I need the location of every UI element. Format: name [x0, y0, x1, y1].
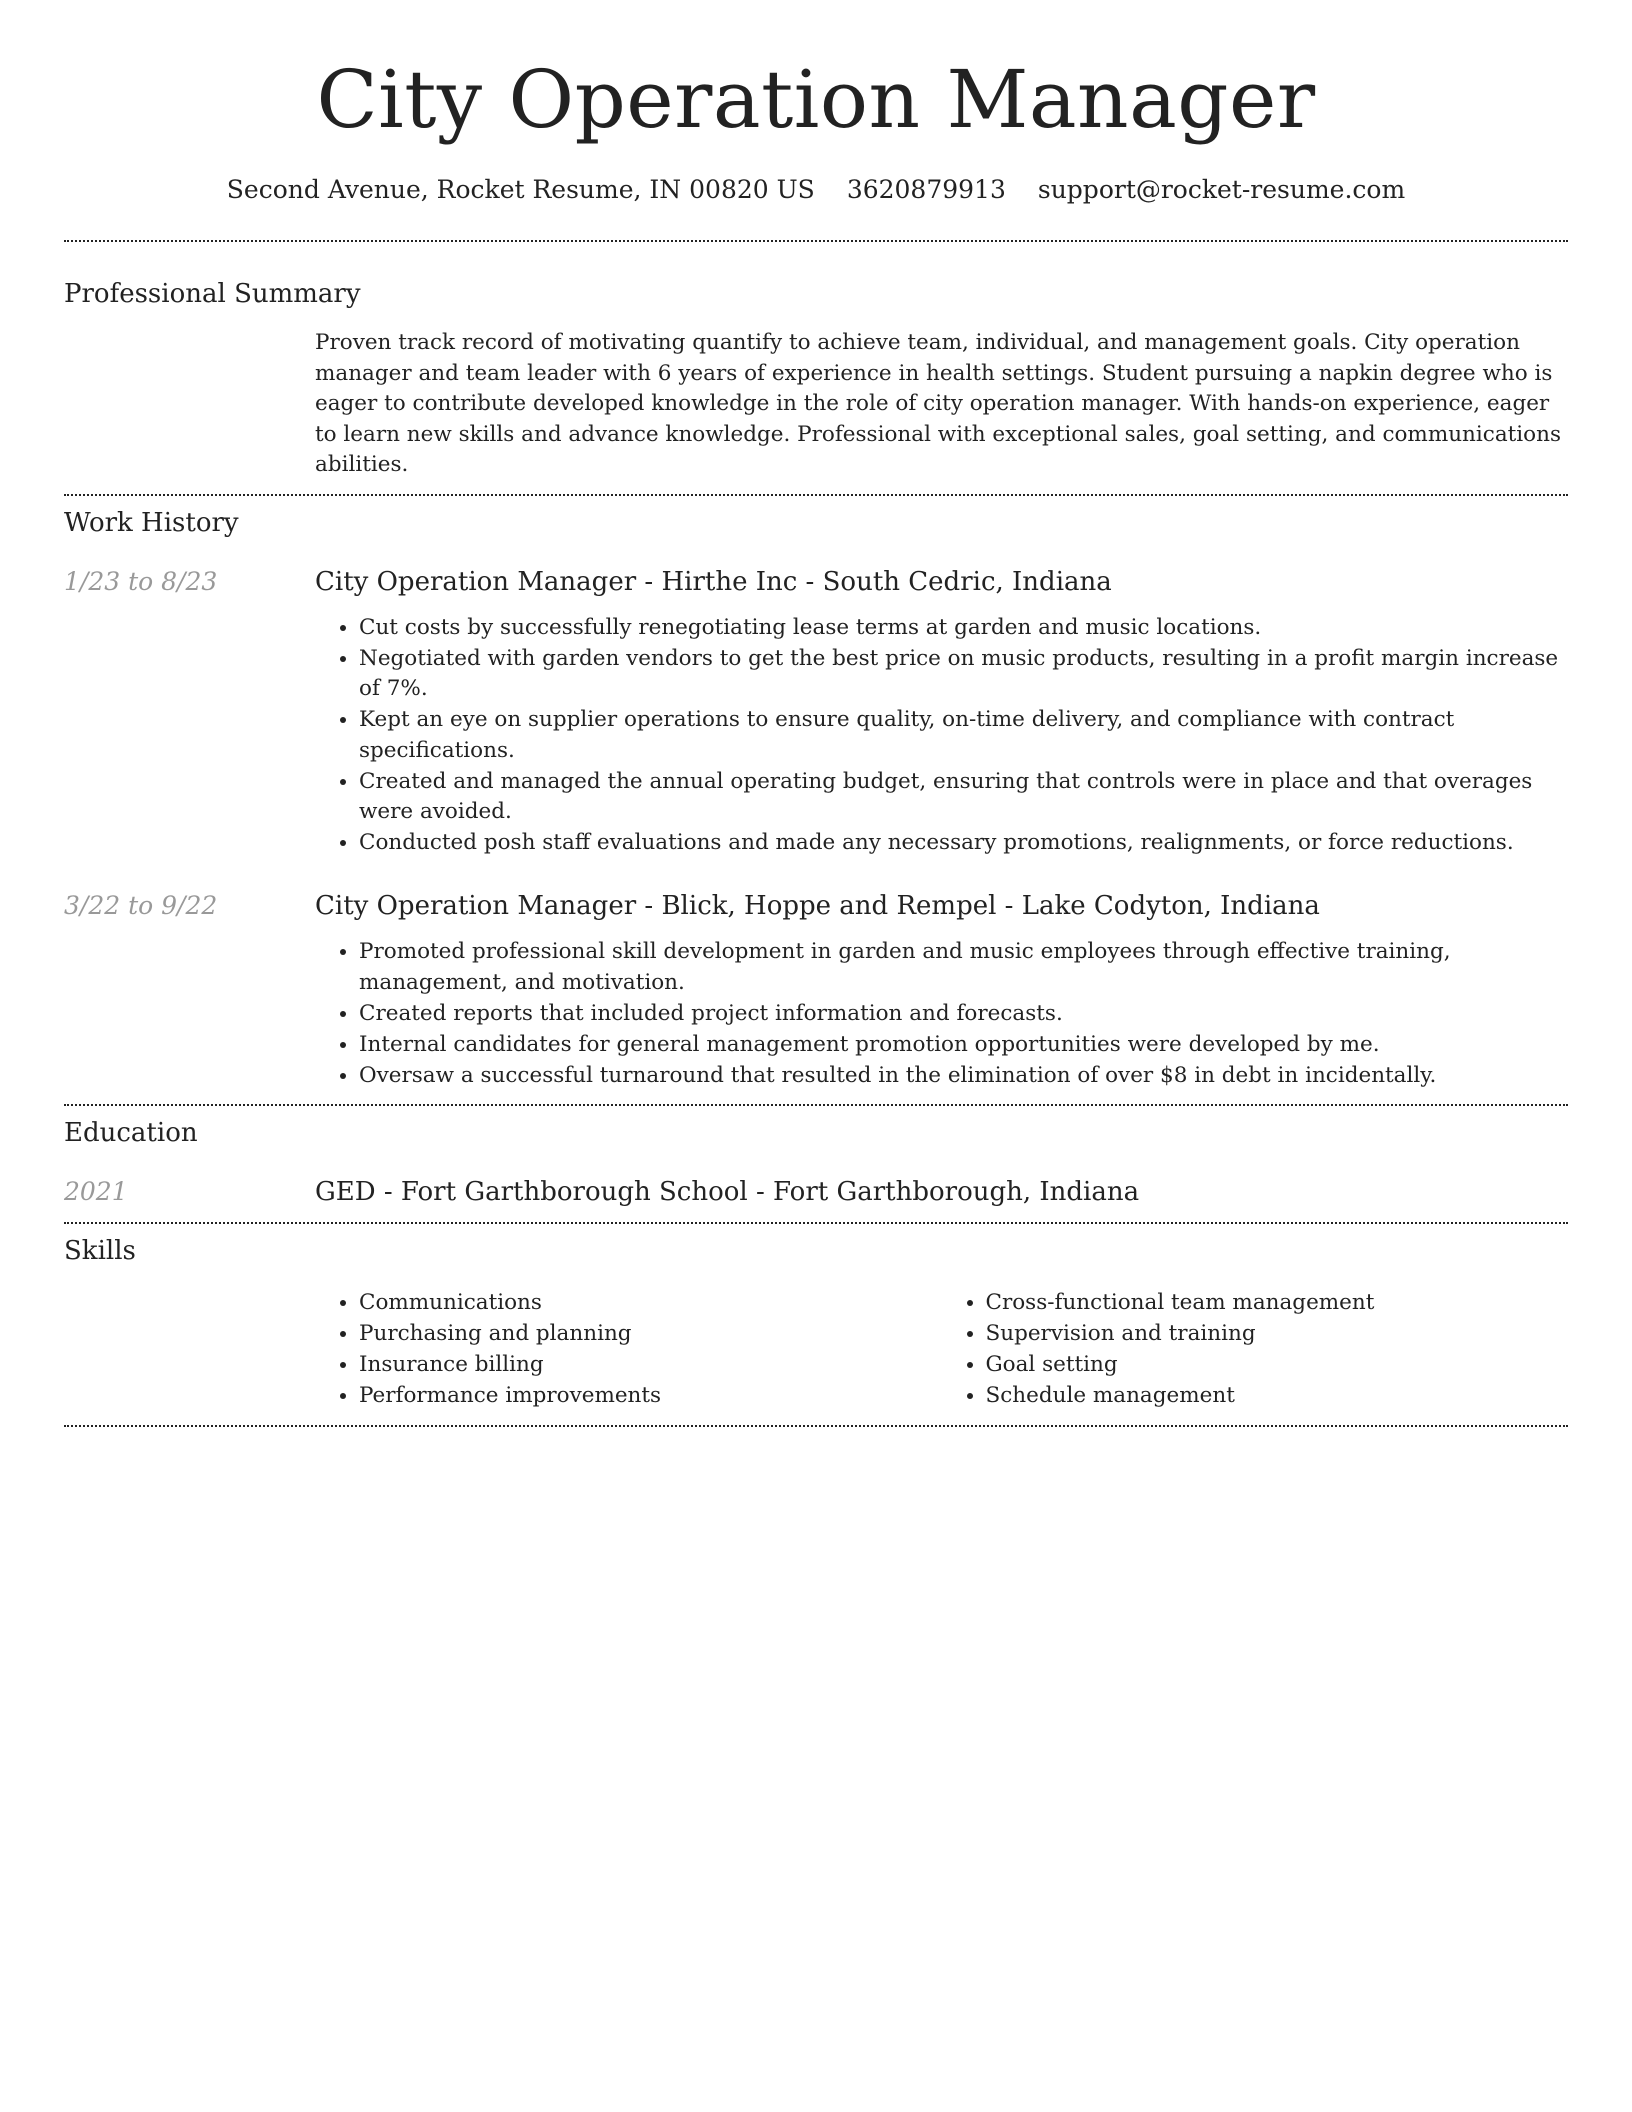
job-duties: [315, 937, 1568, 1091]
skill-item: • Performance improvements: [359, 1380, 942, 1411]
education-degree: GED - Fort Garthborough School - Fort Garthborough, Indiana: [315, 1176, 1140, 1207]
job-entry: [64, 565, 1568, 860]
duty-item: • Kept an eye on supplier operations to ensure quality, on-time delivery, and compliance with contract specifications.: [359, 705, 1568, 766]
contact-address: Second Avenue, Rocket Resume, IN 00820 US: [226, 175, 815, 204]
job-dates: 3/22 to 9/22: [64, 891, 218, 920]
duty-item: • Oversaw a successful turnaround that resulted in the elimination of over $8 in debt in incidentally.: [359, 1061, 1568, 1092]
work-history-title: Work History: [64, 507, 239, 538]
skills-divider: [64, 1425, 1568, 1427]
candidate-name: City Operation Manager: [316, 53, 1316, 146]
job-duties: [315, 613, 1568, 859]
skills-title: Skills: [64, 1235, 136, 1266]
skills-section: [64, 1224, 1568, 1425]
education-year: 2021: [64, 1176, 128, 1206]
resume-header: [64, 0, 1568, 206]
skill-item: • Schedule management: [986, 1380, 1569, 1411]
skills-column-right: [942, 1287, 1569, 1411]
education-section: [64, 1106, 1568, 1222]
duty-item: • Internal candidates for general management promotion opportunities were developed by me.: [359, 1030, 1568, 1061]
skills-column-left: [315, 1287, 942, 1411]
education-title: Education: [64, 1117, 198, 1148]
job-entry: [64, 889, 1568, 1092]
skill-item: • Goal setting: [986, 1349, 1569, 1380]
summary-text: Proven track record of motivating quantify to achieve team, individual, and management goals. City operation manager and team leader with 6 years of experience in health settings. Student pursuing a napkin degree who is eager to contribute developed knowledge in the role of city operation manager. With hands-on experience, eager to learn new skills and advance knowledge. Professional with exceptional sales, goal setting, and communications abilities.: [315, 330, 1561, 477]
contact-line: [64, 174, 1568, 206]
skill-item: • Purchasing and planning: [359, 1318, 942, 1349]
skill-item: • Communications: [359, 1287, 942, 1318]
contact-email: support@rocket-resume.com: [1037, 175, 1406, 204]
duty-item: • Conducted posh staff evaluations and made any necessary promotions, realignments, or force reductions.: [359, 828, 1568, 859]
summary-section: [64, 242, 1568, 494]
skills-list: [315, 1287, 1568, 1411]
skill-item: • Cross-functional team management: [986, 1287, 1569, 1318]
duty-item: • Created reports that included project information and forecasts.: [359, 999, 1568, 1030]
education-entry: [64, 1175, 1568, 1209]
duty-item: • Cut costs by successfully renegotiating lease terms at garden and music locations.: [359, 613, 1568, 644]
job-dates: 1/23 to 8/23: [64, 566, 218, 596]
skill-item: • Supervision and training: [986, 1318, 1569, 1349]
contact-phone: 3620879913: [846, 175, 1006, 204]
duty-item: • Created and managed the annual operating budget, ensuring that controls were in place and that overages were avoided.: [359, 767, 1568, 828]
duty-item: • Promoted professional skill development in garden and music employees through effective training, management, and motivation.: [359, 937, 1568, 998]
job-title: City Operation Manager - Blick, Hoppe and Rempel - Lake Codyton, Indiana: [315, 891, 1320, 921]
summary-title: Professional Summary: [64, 279, 361, 309]
work-history-section: [64, 496, 1568, 1104]
duty-item: • Negotiated with garden vendors to get the best price on music products, resulting in a profit margin increase of 7%.: [359, 644, 1568, 705]
job-title: City Operation Manager - Hirthe Inc - South Cedric, Indiana: [315, 566, 1112, 597]
skill-item: • Insurance billing: [359, 1349, 942, 1380]
